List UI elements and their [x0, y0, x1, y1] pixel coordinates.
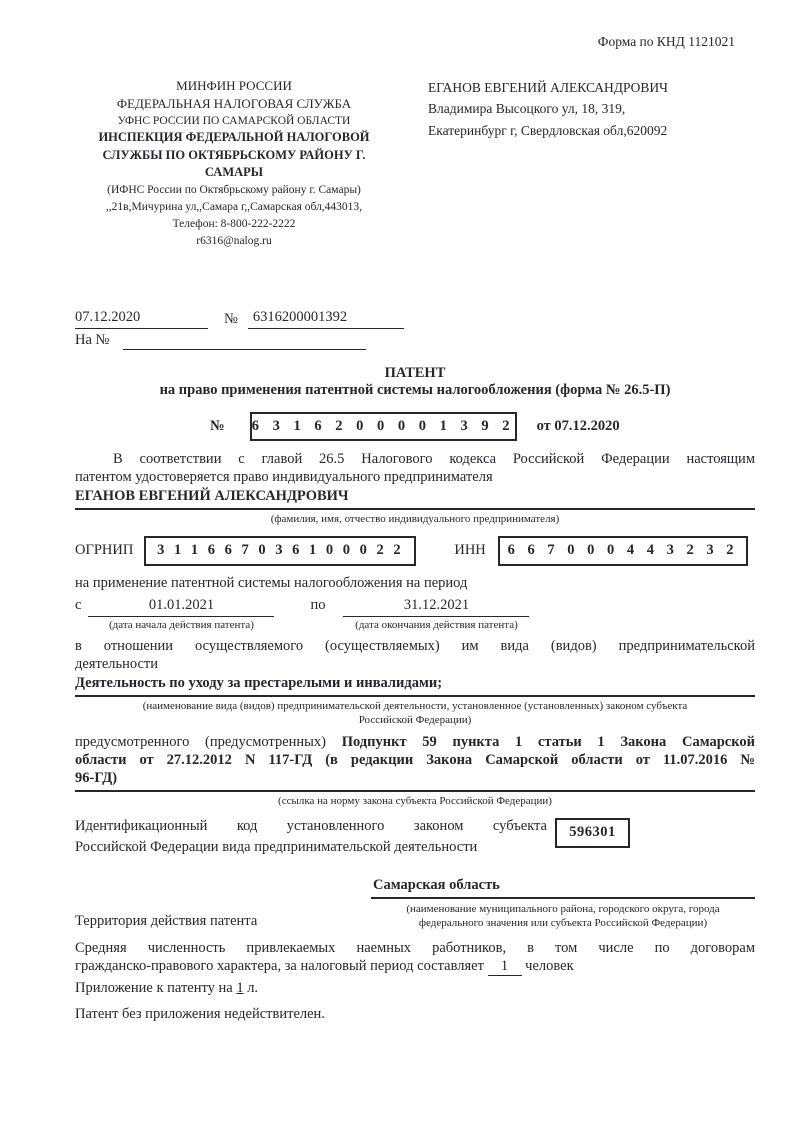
period-end-caption: (дата окончания действия патента): [355, 618, 518, 631]
attachment-line: [75, 980, 755, 998]
document-header: [75, 77, 755, 251]
issuer-short-name: (ИФНС России по Октябрьскому району г. Самары): [107, 183, 361, 196]
title-subtitle: на право применения патентной системы налогообложения (форма № 26.5-П): [159, 382, 671, 399]
activity-caption-line: (наименование вида (видов) предпринимательской деятельности, установленное (установленных) законом субъекта: [142, 700, 688, 713]
activity-intro-line: деятельности: [75, 656, 159, 673]
issuer-phone: Телефон: 8-800-222-2222: [172, 218, 296, 231]
territory-caption-line: (наименование муниципального района, городского округа, города: [406, 902, 720, 915]
law-reference-paragraph: [75, 734, 755, 808]
reference-block: [75, 309, 755, 350]
entrepreneur-name-field: ЕГАНОВ ЕВГЕНИЙ АЛЕКСАНДРОВИЧ: [75, 488, 755, 510]
workers-paragraph: [75, 940, 755, 976]
inn-label: ИНН: [454, 541, 486, 558]
tax-authority-block: [75, 77, 393, 251]
document-date-field: 07.12.2020: [75, 309, 208, 329]
number-sign: №: [224, 310, 238, 327]
period-from-label: с: [75, 596, 82, 613]
patent-number-row: [210, 412, 755, 441]
territory-caption-line: федерального значения или субъекта Российской Федерации): [418, 917, 708, 930]
ogrnip-label: ОГРНИП: [75, 541, 134, 558]
id-code-label-line: Идентификационный код установленного законом субъекта: [75, 817, 547, 834]
attachment-prefix: Приложение к патенту на: [75, 980, 233, 997]
intro-line: патентом удостоверяется право индивидуального предпринимателя: [75, 469, 493, 486]
period-end-date: 31.12.2021: [343, 597, 529, 617]
law-caption: (ссылка на норму закона субъекта Российской Федерации): [278, 794, 552, 807]
territory-caption: [371, 902, 755, 931]
intro-line: В соответствии с главой 26.5 Налогового кодекса Российской Федерации настоящим: [113, 451, 755, 468]
attachment-pages-field: 1: [236, 980, 244, 997]
territory-value-field: Самарская область: [371, 877, 755, 899]
period-start-date: 01.01.2021: [88, 597, 274, 617]
registration-codes-row: [75, 536, 755, 566]
activity-intro-paragraph: [75, 638, 755, 674]
document-number-field: 6316200001392: [248, 309, 404, 329]
entrepreneur-name-caption: (фамилия, имя, отчество индивидуального предпринимателя): [270, 513, 560, 526]
patent-number-sign: №: [210, 417, 225, 434]
law-line: [75, 734, 755, 752]
activity-intro-line: в отношении осуществляемого (осуществляемых) им вида (видов) предпринимательской: [75, 638, 755, 655]
recipient-address: Владимира Высоцкого ул, 18, 319,: [428, 101, 626, 117]
attachment-suffix: л.: [247, 980, 259, 997]
recipient-block: [428, 77, 668, 251]
activity-caption-line: Российской Федерации): [358, 714, 472, 727]
activity-id-code-block: [75, 816, 755, 858]
patent-number-box: 6 3 1 6 2 0 0 0 0 1 3 9 2: [250, 412, 517, 441]
activity-caption: [75, 699, 755, 728]
issuer-line: ФЕДЕРАЛЬНАЯ НАЛОГОВАЯ СЛУЖБА: [116, 95, 352, 111]
issuer-email: r6316@nalog.ru: [196, 235, 272, 248]
form-knd-code: Форма по КНД 1121021: [597, 34, 735, 49]
reference-reply-row: [75, 332, 755, 350]
territory-label: Территория действия патента: [75, 912, 258, 929]
inn-value-box: 6 6 7 0 0 0 4 4 3 2 3 2: [498, 536, 748, 566]
issuer-address: ,,21в,Мичурина ул,,Самара г,,Самарская обл,443013,: [105, 200, 363, 213]
reply-to-label: На №: [75, 331, 110, 348]
title-main: ПАТЕНТ: [384, 364, 446, 381]
workers-line: Средняя численность привлекаемых наемных работников, в том числе по договорам: [75, 940, 755, 957]
recipient-address: Екатеринбург г, Свердловская обл,620092: [428, 122, 668, 138]
period-dates-row: [75, 597, 755, 633]
territory-block: [75, 877, 755, 931]
period-to-field: [343, 597, 529, 633]
law-line-last: 96-ГД): [75, 770, 755, 792]
period-start-caption: (дата начала действия патента): [108, 618, 254, 631]
law-line-normal-part: предусмотренного (предусмотренных): [75, 733, 326, 750]
workers-line: [75, 958, 755, 976]
territory-value-area: [371, 877, 755, 931]
issuer-line: УФНС РОССИИ ПО САМАРСКОЙ ОБЛАСТИ: [117, 115, 351, 128]
issuer-line: МИНФИН РОССИИ: [176, 77, 292, 93]
intro-paragraph: [75, 451, 755, 487]
activity-name-field: Деятельность по уходу за престарелыми и инвалидами;: [75, 675, 755, 697]
id-code-label-line: Российской Федерации вида предпринимательской деятельности: [75, 838, 478, 855]
patent-issue-date: от 07.12.2020: [536, 417, 620, 434]
workers-line-suffix: человек: [525, 958, 574, 975]
issuer-inspection-name: ИНСПЕКЦИЯ ФЕДЕРАЛЬНОЙ НАЛОГОВОЙ: [98, 130, 370, 145]
reply-to-empty-field: [123, 334, 366, 350]
recipient-name: ЕГАНОВ ЕВГЕНИЙ АЛЕКСАНДРОВИЧ: [428, 79, 668, 95]
id-code-value-box: 596301: [555, 818, 630, 848]
document-title: [75, 365, 755, 400]
period-to-label: по: [310, 596, 326, 613]
law-line-bold-part: Подпункт 59 пункта 1 статьи 1 Закона Самарской: [341, 733, 755, 750]
period-from-field: [88, 597, 274, 633]
issuer-inspection-name: СЛУЖБЫ ПО ОКТЯБРЬСКОМУ РАЙОНУ Г. САМАРЫ: [102, 147, 366, 180]
reference-date-row: [75, 309, 755, 329]
id-code-label: [75, 816, 547, 858]
workers-count-field: 1: [488, 959, 522, 975]
ogrnip-value-box: 3 1 1 6 6 7 0 3 6 1 0 0 0 2 2: [144, 536, 416, 566]
period-intro: на применение патентной системы налогообложения на период: [75, 574, 468, 591]
validity-note: Патент без приложения недействителен.: [75, 1006, 325, 1023]
law-line: области от 27.12.2012 N 117-ГД (в редакции Закона Самарской области от 11.07.2016 №: [75, 751, 755, 768]
workers-line-prefix: гражданско-правового характера, за налоговый период составляет: [75, 958, 484, 975]
